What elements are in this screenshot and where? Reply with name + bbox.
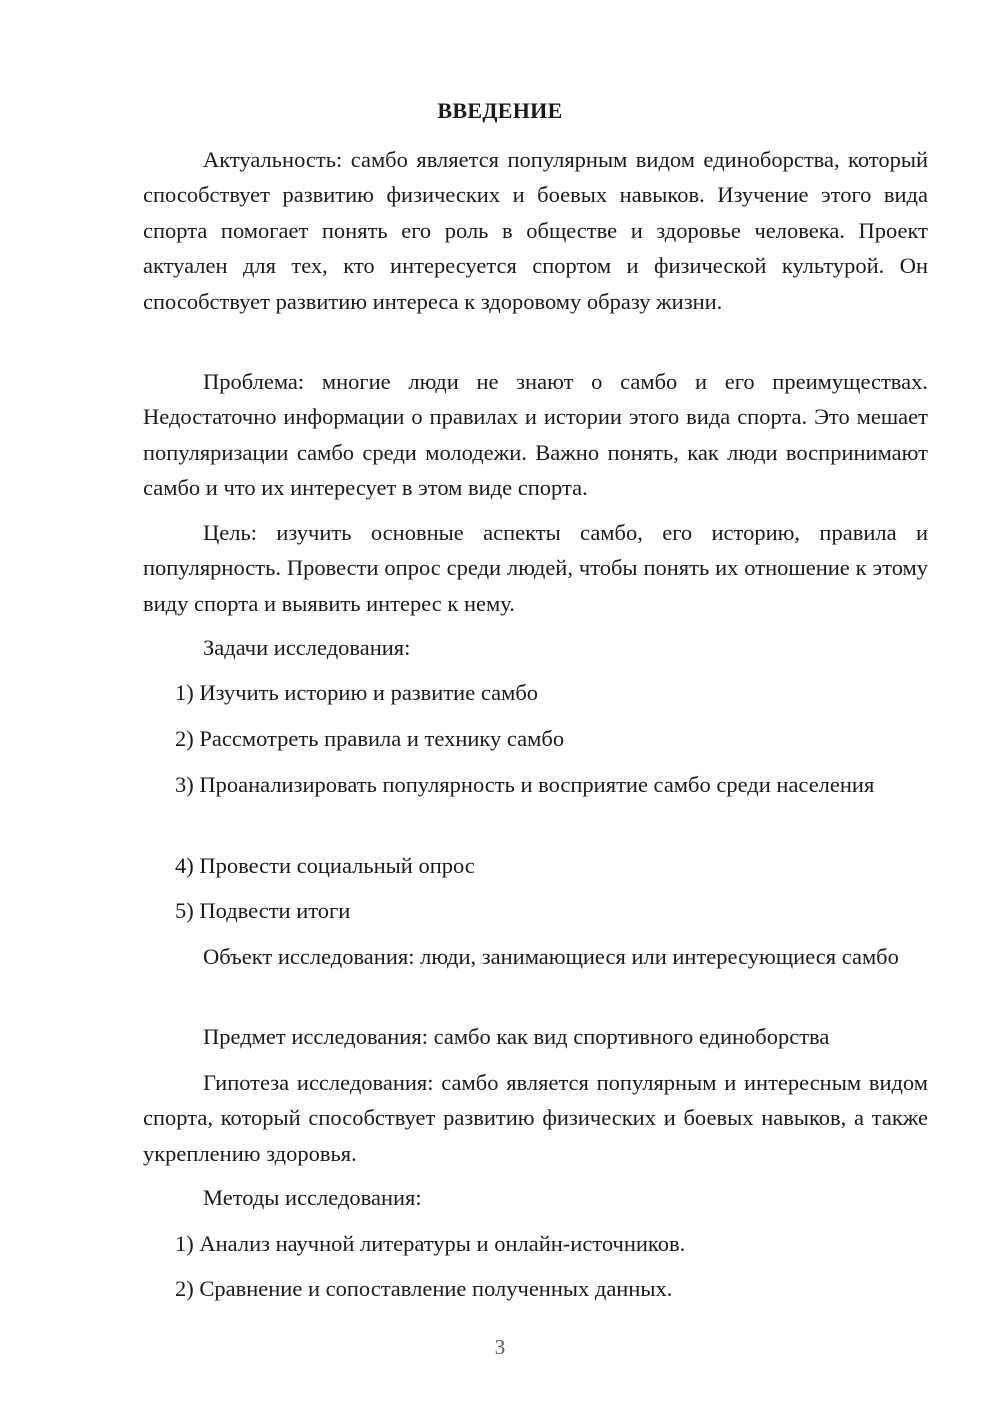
section-title: ВВЕДЕНИЕ — [437, 98, 563, 123]
relevance-paragraph: Актуальность: самбо является популярным видом единоборства, который способствует развитию физических и боевых навыков. Изучение этого вида спорта помогает понять его роль в обществе и здоровье человека. Проект актуален для тех, кто интересуется спортом и физической культурой. Он способствует развитию интереса к здоровому образу жизни. — [143, 147, 928, 314]
task-item-5: 5) Подвести итоги — [175, 898, 351, 923]
task-item-2: 2) Рассмотреть правила и технику самбо — [175, 726, 565, 751]
task-item-4: 4) Провести социальный опрос — [175, 853, 475, 878]
goal-paragraph: Цель: изучить основные аспекты самбо, его историю, правила и популярность. Провести опрос среди людей, чтобы понять их отношение к этому виду спорта и выявить интерес к нему. — [143, 520, 928, 616]
method-item-1: 1) Анализ научной литературы и онлайн-источников. — [175, 1231, 686, 1256]
tasks-heading: Задачи исследования: — [203, 635, 411, 660]
task-item-3: 3) Проанализировать популярность и восприятие самбо среди населения — [175, 772, 875, 797]
methods-heading: Методы исследования: — [203, 1185, 422, 1210]
task-item-1: 1) Изучить историю и развитие самбо — [175, 680, 539, 705]
page-number: 3 — [494, 1335, 506, 1359]
method-item-2: 2) Сравнение и сопоставление полученных данных. — [175, 1276, 673, 1301]
object-paragraph: Объект исследования: люди, занимающиеся или интересующиеся самбо — [203, 944, 899, 969]
hypothesis-paragraph: Гипотеза исследования: самбо является популярным и интересным видом спорта, который способствует развитию физических и боевых навыков, а также укреплению здоровья. — [143, 1070, 928, 1166]
problem-paragraph: Проблема: многие люди не знают о самбо и его преимуществах. Недостаточно информации о правилах и истории этого вида спорта. Это мешает популяризации самбо среди молодежи. Важно понять, как люди воспринимают самбо и что их интересует в этом виде спорта. — [143, 369, 928, 501]
subject-paragraph: Предмет исследования: самбо как вид спортивного единоборства — [203, 1024, 830, 1049]
